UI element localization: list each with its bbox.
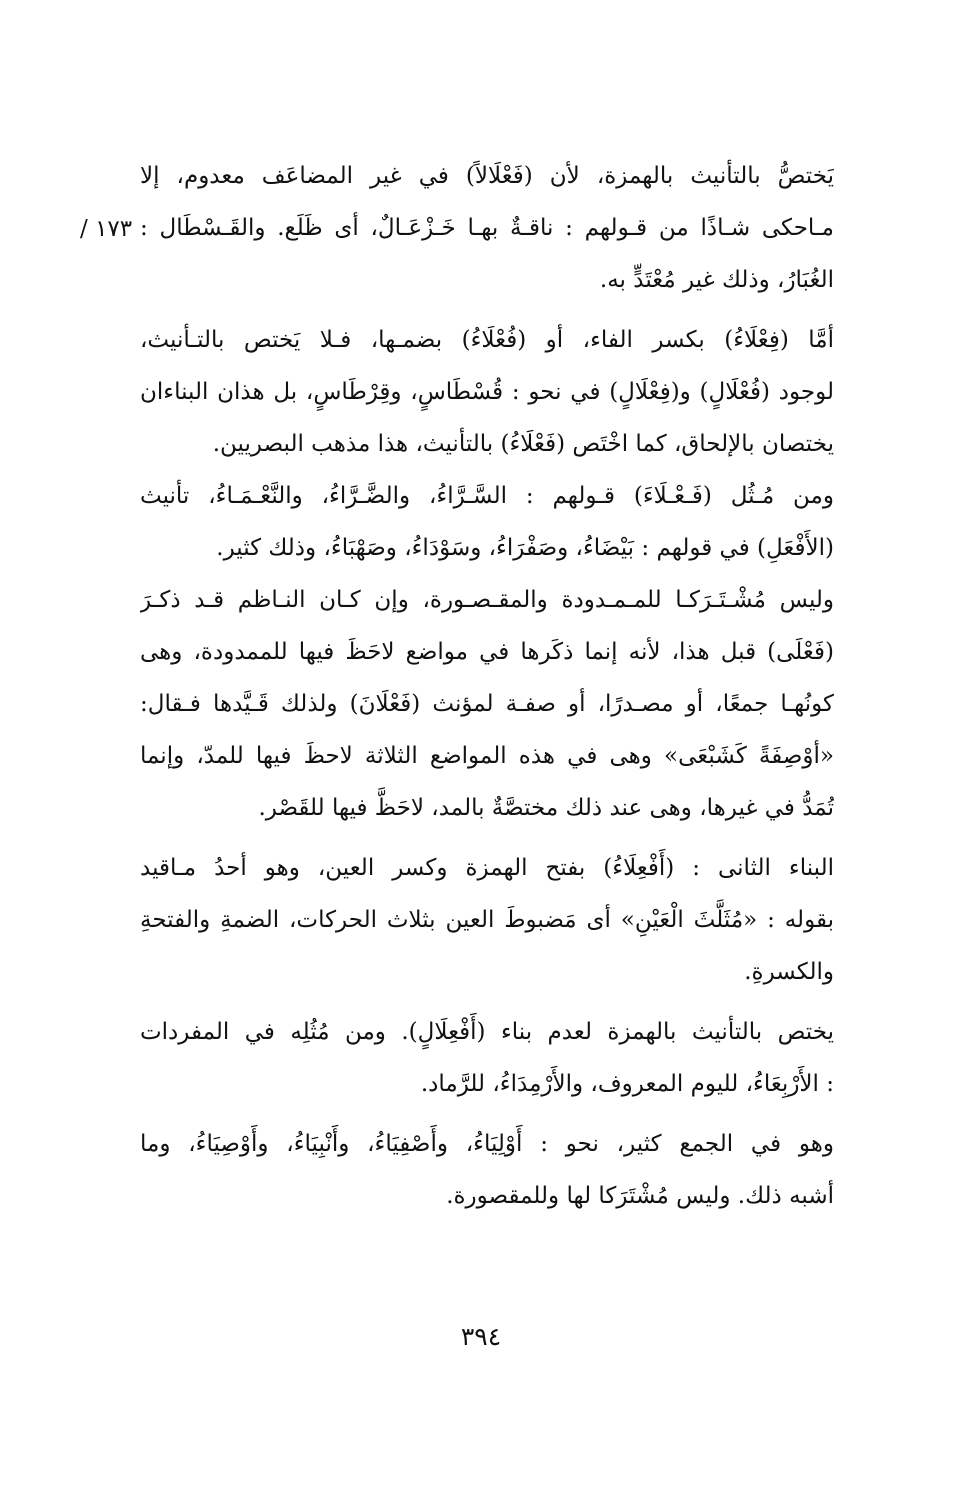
paragraph-2 <box>140 314 834 470</box>
paragraph-7 <box>140 1118 834 1222</box>
text-line: أشبه ذلك. وليس مُشْتَرَكا لها وللمقصورة. <box>446 1183 834 1209</box>
text-line: (الأَفْعَلِ) في قولهم : بَيْضَاءُ، وصَفْرَاءُ، وسَوْدَاءُ، وصَهْبَاءُ، وذلك كثير. <box>216 535 834 561</box>
text-line: يختصان بالإلحاق، كما اخْتَص (فَعْلَاءُ) بالتأنيث، هذا مذهب البصريين. <box>212 431 834 457</box>
text-line: وهو في الجمع كثير، نحو : أَوْلِيَاءُ، وأَصْفِيَاءُ، وأَنْبِيَاءُ، وأَوْصِيَاءُ، وما <box>140 1131 834 1157</box>
text-line: : الأَرْبِعَاءُ، لليوم المعروف، والأَرْمِدَاءُ، للرَّماد. <box>420 1071 834 1097</box>
text-line: وليس مُشْـتَـرَكـا للمـمـدودة والمقـصـورة، وإن كـان النـاظم قـد ذكـرَ <box>140 587 834 613</box>
paragraph-4 <box>140 574 834 834</box>
paragraph-6 <box>140 1006 834 1110</box>
page-number: ٣٩٤ <box>460 1322 502 1351</box>
text-line: ومن مُـثُل (فَـعْـلَاءَ) قـولهم : السَّـرَّاءُ، والضَّـرَّاءُ، والنَّعْـمَـاءُ، تأنيث <box>140 483 834 509</box>
text-line: البناء الثانى : (أَفْعِلَاءُ) بفتح الهمزة وكسر العين، وهو أحدُ مـاقيد <box>140 855 834 881</box>
text-line: الغُبَارُ، وذلك غير مُعْتَدٍّ به. <box>599 267 834 293</box>
text-line: والكسرةِ. <box>744 959 834 985</box>
text-line: (فَعْلَى) قبل هذا، لأنه إنما ذكَرها في مواضع لاحَظَ فيها للممدودة، وهى <box>140 639 834 665</box>
text-line: يختص بالتأنيث بالهمزة لعدم بناء (أَفْعِلَالٍ). ومن مُثُلِه في المفردات <box>140 1019 834 1045</box>
paragraph-1 <box>140 150 834 306</box>
text-line: «أوْصِفَةً كَشَبْعَى» وهى في هذه المواضع الثلاثة لاحظَ فيها للمدّ، وإنما <box>140 743 834 769</box>
text-line: لوجود (فُعْلَالٍ) و(فِعْلَالٍ) في نحو : قُسْطَاسٍ، وقِرْطَاسٍ، بل هذان البناءان <box>140 379 834 405</box>
text-line: مـاحكى شـاذًا من قـولهم : ناقـةٌ بهـا خَـزْعَـالٌ، أى ظَلَع. والقَـسْطَال : <box>140 215 834 241</box>
paragraph-3 <box>140 470 834 574</box>
text-line: يَختصُّ بالتأنيث بالهمزة، لأن (فَعْلَالاً) في غير المضاعَف معدوم، إلا <box>140 163 834 189</box>
text-line: تُمَدُّ في غيرها، وهى عند ذلك مختصَّةٌ بالمد، لاحَظَّ فيها للقَصْر. <box>258 795 834 821</box>
text-line: أمَّا (فِعْلَاءُ) بكسر الفاء، أو (فُعْلَاءُ) بضمـها، فـلا يَختص بالتـأنيث، <box>140 327 834 353</box>
main-text <box>140 150 834 1222</box>
text-line: كونُهـا جمعًا، أو مصـدرًا، أو صفـة لمؤنث (فَعْلَانَ) ولذلك قَـيَّدها فـقال: <box>140 691 834 717</box>
paragraph-5 <box>140 842 834 998</box>
margin-reference-number: ١٧٣ / <box>80 216 133 242</box>
text-line: بقوله : «مُثَلَّثَ الْعَيْنِ» أى مَضبوطَ العين بثلاث الحركات، الضمةِ والفتحةِ <box>140 907 834 933</box>
